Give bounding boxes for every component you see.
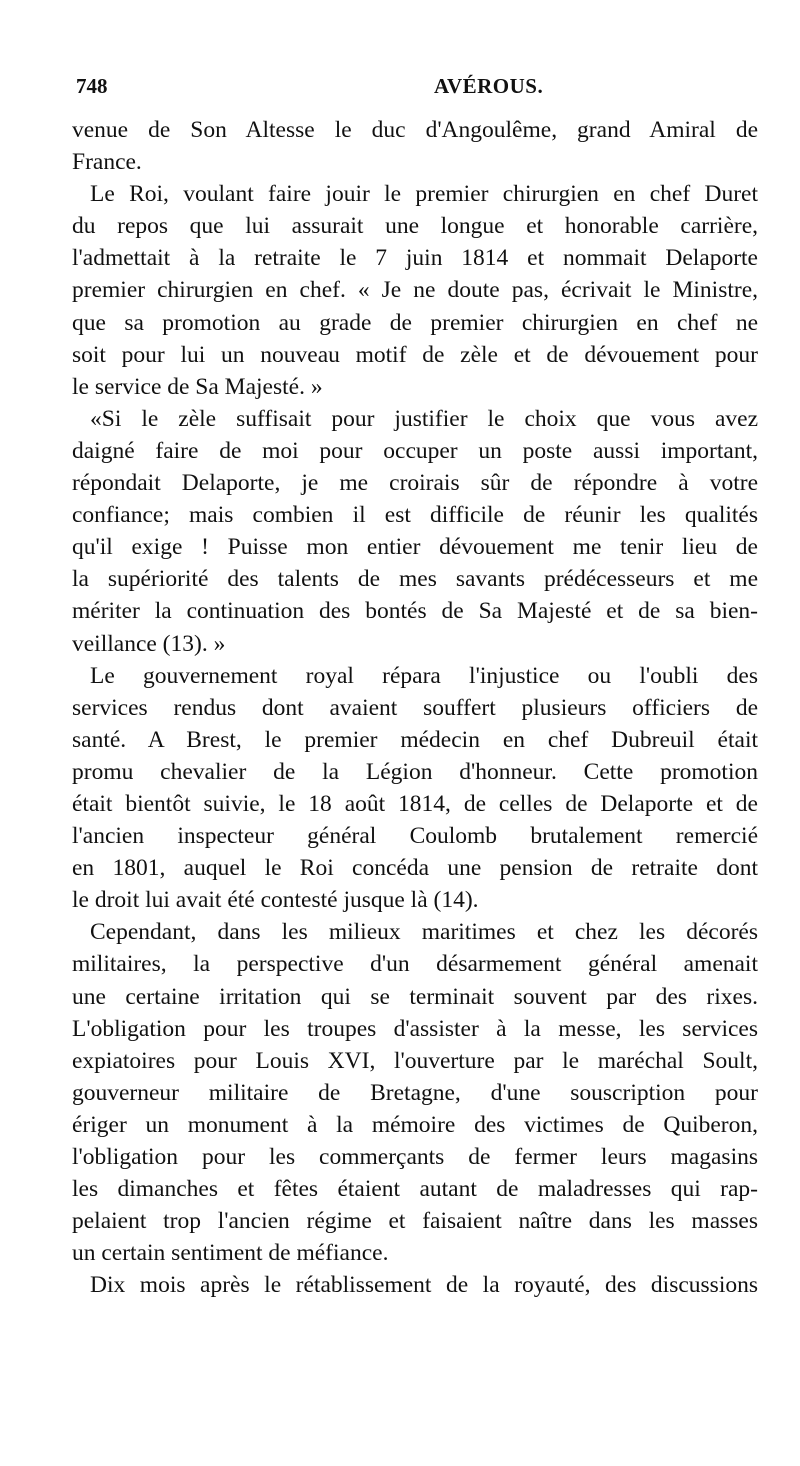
text-line: venue de Son Altesse le duc d'Angoulême, grand Amiral de [72,117,758,143]
text-line: une certaine irritation qui se terminait souvent par des rixes. [72,983,758,1010]
text-line: services rendus dont avaient souffert plusieurs officiers de [72,694,758,721]
text-line: que sa promotion au grade de premier chirurgien en chef ne [72,309,758,336]
text-line: militaires, la perspective d'un désarmement général amenait [72,951,758,978]
text-line: qu'il exige ! Puisse mon entier dévouement me tenir lieu de [72,534,758,561]
text-line: ériger un monument à la mémoire des victimes de Quiberon, [72,1111,758,1138]
text-line: soit pour lui un nouveau motif de zèle et de dévouement pour [72,341,758,368]
text-line: promu chevalier de la Légion d'honneur. Cette promotion [72,758,758,785]
text-line: pelaient trop l'ancien régime et faisaient naître dans les masses [72,1208,758,1235]
text-line: Cependant, dans les milieux maritimes et chez les décorés [90,919,758,946]
running-title: AVÉROUS. [434,74,544,98]
text-line: daigné faire de moi pour occuper un poste aussi important, [72,437,758,464]
text-line: l'admettait à la retraite le 7 juin 1814 et nommait Delaporte [72,245,758,272]
text-line: gouverneur militaire de Bretagne, d'une souscription pour [72,1079,758,1106]
text-line: Le Roi, voulant faire jouir le premier chirurgien en chef Duret [90,181,758,208]
text-line: les dimanches et fêtes étaient autant de maladresses qui rap- [72,1176,758,1203]
text-line: l'obligation pour les commerçants de fermer leurs magasins [72,1144,758,1170]
page-header [72,74,756,104]
text-line: répondait Delaporte, je me croirais sûr de répondre à votre [72,470,758,497]
text-line: France. [72,149,142,176]
text-line: un certain sentiment de méfiance. [72,1240,389,1267]
body-text [72,114,758,1301]
text-line: premier chirurgien en chef. « Je ne doute pas, écrivait le Ministre, [72,277,758,304]
text-line: le droit lui avait été contesté jusque là (14). [72,887,479,914]
text-line: mériter la continuation des bontés de Sa Majesté et de sa bien- [72,598,758,625]
text-line: était bientôt suivie, le 18 août 1814, de celles de Delaporte et de [72,790,758,817]
text-line: le service de Sa Majesté. » [72,373,323,400]
text-line: du repos que lui assurait une longue et honorable carrière, [72,213,758,240]
text-line: «Si le zèle suffisait pour justifier le choix que vous avez [90,405,758,432]
text-line: Dix mois après le rétablissement de la royauté, des discussions [90,1272,758,1299]
text-line: en 1801, auquel le Roi concéda une pension de retraite dont [72,855,758,882]
text-line: L'obligation pour les troupes d'assister à la messe, les services [72,1015,758,1042]
text-line: Le gouvernement royal répara l'injustice ou l'oubli des [90,662,758,689]
text-line: confiance; mais combien il est difficile de réunir les qualités [72,502,758,529]
text-line: la supériorité des talents de mes savants prédécesseurs et me [72,566,758,593]
text-line: veillance (13). » [72,630,226,657]
text-line: expiatoires pour Louis XVI, l'ouverture par le maréchal Soult, [72,1047,758,1074]
text-line: l'ancien inspecteur général Coulomb brutalement remercié [72,823,758,850]
text-line: santé. A Brest, le premier médecin en chef Dubreuil était [72,726,758,753]
page-number: 748 [76,74,108,98]
